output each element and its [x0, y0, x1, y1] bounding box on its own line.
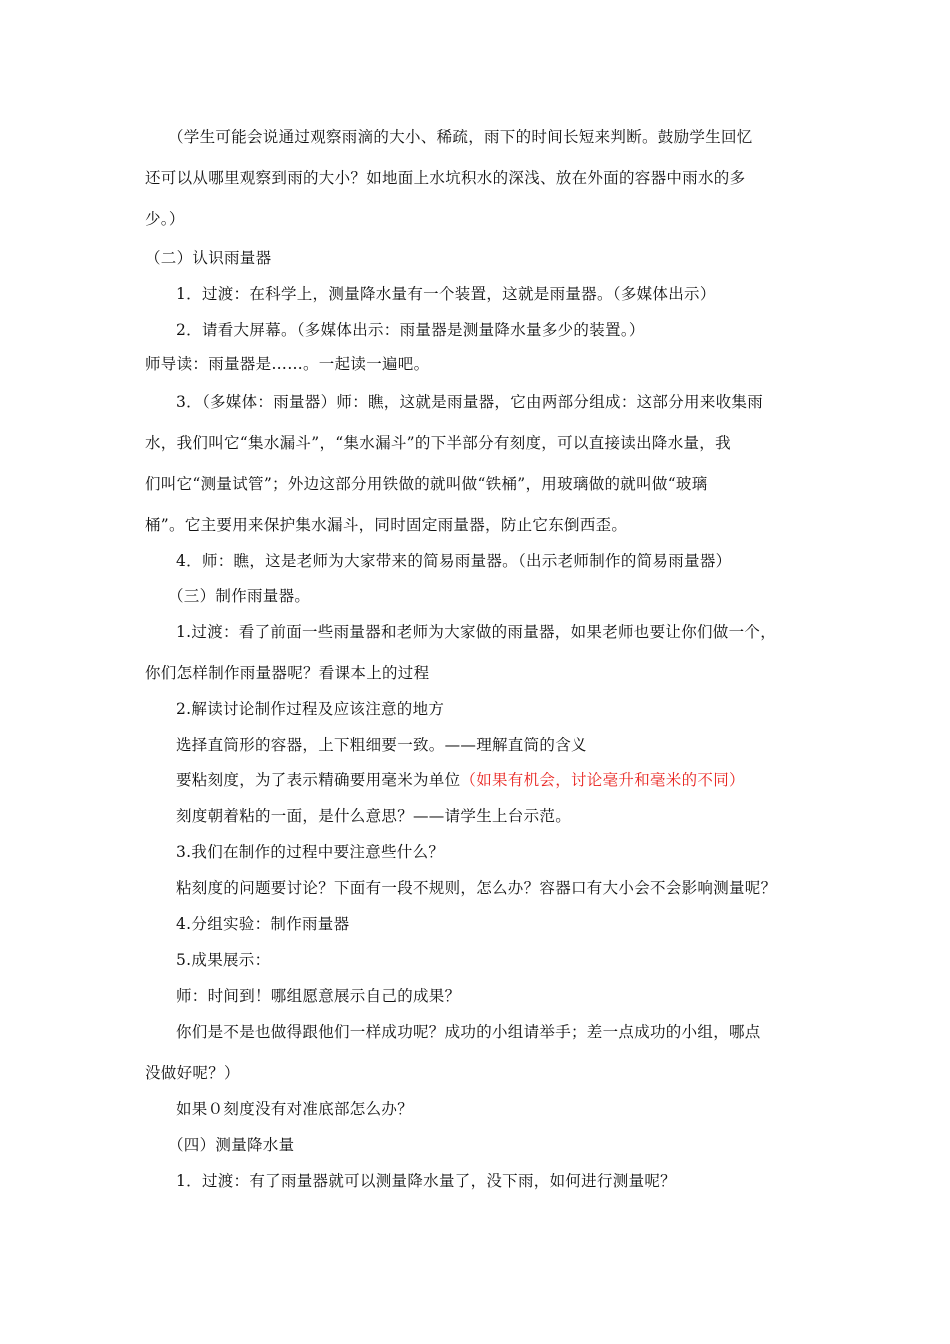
paragraph-line: 如果０刻度没有对准底部怎么办？ [176, 1100, 414, 1118]
paragraph-line: 师导读：雨量器是……。一起读一遍吧。 [145, 355, 430, 373]
paragraph-line: 4．师：瞧，这是老师为大家带来的简易雨量器。（出示老师制作的简易雨量器） [176, 552, 732, 570]
highlight-note: （如果有机会，讨论毫升和毫米的不同） [460, 771, 745, 789]
paragraph-line: 2．请看大屏幕。（多媒体出示：雨量器是测量降水量多少的装置。） [176, 321, 645, 339]
paragraph-text: 要粘刻度，为了表示精确要用毫米为单位 [176, 771, 461, 789]
paragraph-line: 4.分组实验：制作雨量器 [176, 915, 350, 933]
paragraph-line: 5.成果展示： [176, 951, 271, 969]
paragraph-line: 你们是不是也做得跟他们一样成功呢？成功的小组请举手；差一点成功的小组，哪点 [176, 1023, 761, 1041]
paragraph-line: 师：时间到！哪组愿意展示自己的成果？ [176, 987, 461, 1005]
paragraph-line: 你们怎样制作雨量器呢？看课本上的过程 [145, 664, 430, 682]
paragraph-line: 少。） [145, 210, 185, 228]
paragraph-line: 选择直筒形的容器，上下粗细要一致。——理解直筒的含义 [176, 736, 587, 754]
section-heading: （三）制作雨量器。 [168, 587, 311, 605]
paragraph-line: 没做好呢？） [145, 1064, 240, 1082]
paragraph-line: 粘刻度的问题要讨论？下面有一段不规则，怎么办？容器口有大小会不会影响测量呢？ [176, 879, 777, 897]
section-heading: （四）测量降水量 [168, 1136, 295, 1154]
paragraph-line: 们叫它“测量试管”；外边这部分用铁做的就叫做“铁桶”，用玻璃做的就叫做“玻璃 [145, 475, 708, 493]
section-heading: （二）认识雨量器 [145, 249, 272, 267]
paragraph-line: 3．（多媒体：雨量器）师：瞧，这就是雨量器，它由两部分组成：这部分用来收集雨 [176, 393, 764, 411]
paragraph-line: 1．过渡：在科学上，测量降水量有一个装置，这就是雨量器。（多媒体出示） [176, 285, 716, 303]
paragraph-line: 刻度朝着粘的一面，是什么意思？——请学生上台示范。 [176, 807, 572, 825]
paragraph-line: 2.解读讨论制作过程及应该注意的地方 [176, 700, 445, 718]
paragraph-line [176, 770, 856, 790]
paragraph-line: （学生可能会说通过观察雨滴的大小、稀疏，雨下的时间长短来判断。鼓励学生回忆 [168, 128, 753, 146]
paragraph-line: 还可以从哪里观察到雨的大小？如地面上水坑积水的深浅、放在外面的容器中雨水的多 [145, 169, 746, 187]
paragraph-line: 桶”。它主要用来保护集水漏斗，同时固定雨量器，防止它东倒西歪。 [145, 516, 628, 534]
paragraph-line: 水，我们叫它“集水漏斗”，“集水漏斗”的下半部分有刻度，可以直接读出降水量，我 [145, 434, 731, 452]
paragraph-line: 1.过渡：看了前面一些雨量器和老师为大家做的雨量器，如果老师也要让你们做一个， [176, 623, 776, 641]
paragraph-line: 1．过渡：有了雨量器就可以测量降水量了，没下雨，如何进行测量呢？ [176, 1172, 676, 1190]
paragraph-line: 3.我们在制作的过程中要注意些什么？ [176, 843, 445, 861]
